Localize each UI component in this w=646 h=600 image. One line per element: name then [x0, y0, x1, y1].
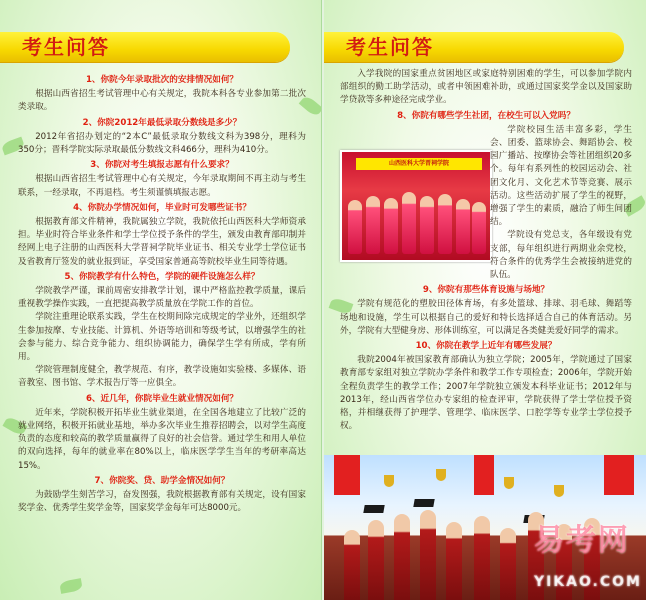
graduation-cap	[413, 499, 434, 507]
watermark-sub: YIKAO.COM	[533, 574, 642, 590]
answer-3: 根据山西省招生考试管理中心有关规定，今年录取期间不再主动与考生联系，一经录取，不再退档。考生须谨慎填报志愿。	[18, 174, 306, 198]
answer-8-para-2: 学院设有党总支，各年级设有党支部，每年组织进行两期业余党校，符合条件的优秀学生会被接纳进党的队伍。	[490, 230, 632, 281]
question-3: 3、你院对考生填报志愿有什么要求？	[90, 160, 234, 171]
red-flag	[334, 455, 360, 495]
intro-paragraph: 入学我院的国家重点贫困地区或家庭特别困难的学生，可以参加学院内部组织的勤工助学活动，或者申领困难补助，或通过国家奖学金以及国家助学贷款等多种途径完成学业。	[340, 69, 632, 106]
banner-title: 考生问答	[346, 35, 434, 59]
answer-9: 学院有规范化的塑胶田径体育场，有多处篮球、排球、羽毛球、舞蹈等场地和设施，学生可以根据自己的爱好和特长选择适合自己的体育活动。另外，学院有大型健身房、形体训练室，可以满足各类健美爱好同学的需求。	[340, 299, 632, 336]
question-1: 1、你院今年录取批次的安排情况如何？	[85, 75, 239, 85]
graduation-photo	[324, 455, 646, 600]
trophy-icon	[384, 475, 394, 487]
answer-4: 根据教育部文件精神，我院属独立学院，我院依托山西医科大学师资承担。毕业时符合毕业条件和学士学位授予条件的学生，颁发由教育部印制并经网上电子注册的山西医科大学晋祠学院毕业证书、相关专业学士学位证书及省教育厅签发的就业报到证，享受国家普通高等院校毕业生同等待遇。	[18, 217, 306, 267]
left-qa-list	[0, 72, 322, 516]
graduate-figure	[394, 514, 410, 600]
answer-2: 2012年省招办划定的“2本C”最低录取分数线文科为398分，理科为350分；晋科学院实际录取最低分数线文科466分，理科为410分。	[18, 131, 306, 156]
answer-1: 根据山西省招生考试管理中心有关规定，我院本科各专业参加第二批次类录取。	[18, 89, 306, 113]
question-10: 10、你院在教学上近年有哪些发展？	[415, 341, 557, 352]
right-panel	[324, 0, 646, 600]
graduate-figure	[344, 530, 360, 600]
graduation-cap	[363, 505, 384, 513]
left-panel	[0, 0, 322, 600]
graduate-figure	[420, 510, 436, 600]
banner-title: 考生问答	[22, 35, 110, 59]
question-6: 6、近几年，你院毕业生就业情况如何？	[85, 393, 239, 404]
question-5: 5、你院教学有什么特色，学院的硬件设施怎么样？	[64, 271, 260, 282]
photo-stage-sign: 山西医科大学晋祠学院	[356, 158, 482, 170]
answer-6: 近年来，学院积极开拓毕业生就业渠道，在全国各地建立了比较广泛的就业网络，积极开拓就业基地，举办多次毕业生推荐招聘会，以对学生高度负责的态度和较高的教学质量赢得了良好的社会信誉。通过学生和用人单位的双向选择，每年的就业率在80%以上，临床医学学生当年的考研率高达15%。	[18, 407, 306, 471]
trophy-icon	[436, 469, 446, 481]
question-2: 2、你院2012年最低录取分数线是多少？	[82, 117, 242, 128]
graduate-figure	[500, 528, 516, 600]
graduate-figure	[368, 520, 384, 600]
red-flag	[474, 455, 494, 495]
red-flag	[604, 455, 634, 495]
graduate-figure	[474, 516, 490, 600]
question-4: 4、你院办学情况如何，毕业时可发哪些证书？	[73, 202, 251, 213]
question-8: 8、你院有哪些学生社团，在校生可以入党吗？	[397, 110, 575, 121]
right-qa-list	[324, 68, 646, 433]
question-9: 9、你院有那些体育设施与场地？	[422, 285, 550, 296]
right-banner	[324, 32, 624, 62]
answer-5-para-3: 学院管理制度健全，教学规范、有序，教学设施如实验楼、多媒体、语音教室、图书馆、学术报告厅等一应俱全。	[18, 365, 306, 389]
answer-8-wrap	[490, 124, 632, 282]
answer-5-para-2: 学院注重理论联系实践，学生在校期间除完成规定的学业外，还组织学生参加按摩、专业技能、计算机、外语等培训和等级考试，以增强学生的社会参与能力、综合竞争能力、组织协调能力，确保学生学有所成，学有所用。	[18, 312, 306, 363]
answer-7: 为鼓励学生刻苦学习，奋发图强，我院根据教育部有关规定，设有国家奖学金、优秀学生奖学金等，国家奖学金每年可达8000元。	[18, 490, 306, 514]
answer-10: 我院2004年被国家教育部确认为独立学院；2005年，学院通过了国家教育部专家组对独立学院办学条件和教学工作专项检查；2006年，学院开始全程负责学生的教学工作；2007年学院独立颁发本科毕业证书；2012年与2013年，经山西省学位办专家组的检查评审，学院获得了学士学位授予资格，并相继获得了护理学、管理学、临床医学、口腔学等专业学士学位授予权。	[340, 355, 632, 432]
watermark-logo	[534, 515, 642, 594]
answer-5-para-1: 学院教学严谨，课前周密安排教学计划，课中严格监控教学质量，课后重视教学操作实践，一直把提高教学质量放在学院工作的首位。	[18, 286, 306, 310]
left-banner	[0, 32, 290, 62]
question-7: 7、你院奖、贷、助学金情况如何？	[94, 475, 230, 486]
answer-8-para-1: 学院校园生活丰富多彩，学生会、团委、篮球协会、舞蹈协会、校园广播站、按摩协会等社团组织20多个。每年有系列性的校园运动会、社团文化月、文化艺术节等竞赛、展示活动。这些活动扩展了学生的视野，增强了学生的素质，融洽了师生间团结。	[490, 124, 632, 228]
trophy-icon	[554, 485, 564, 497]
watermark-main: 易考网	[533, 523, 630, 558]
trophy-icon	[504, 477, 514, 489]
graduate-figure	[446, 522, 462, 600]
